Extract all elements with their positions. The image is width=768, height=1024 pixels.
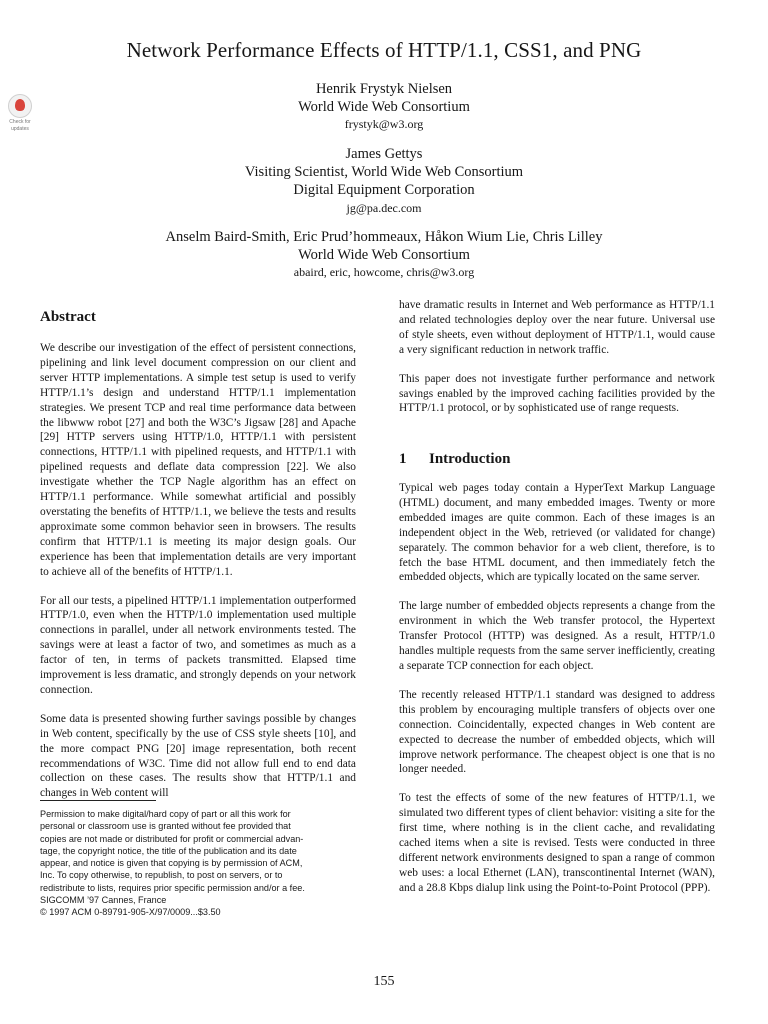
badge-line-1: Check for	[9, 119, 31, 125]
introduction-body	[399, 481, 715, 910]
author-name-1: Henrik Frystyk Nielsen	[315, 81, 453, 97]
abstract-paragraph-1: We describe our investigation of the effect of persistent connections, pipelining and link level document compression on our client and server HTTP implementations. A simple test setup is used to verify HTTP/1.1’s design and understand HTTP/1.1 implementation strategies. We present TCP and real time performance data between the libwww robot [27] and both the W3C’s Jigsaw [28] and Apache [29] HTTP servers using HTTP/1.0, HTTP/1.1 with persistent connections, HTTP/1.1 with pipelined requests, and HTTP/1.1 with pipelined requests and deflate data compression [22]. We also investigate whether the TCP Nagle algorithm has an effect on HTTP/1.1 performance. While somewhat artificial and possibly overstating the benefits of HTTP/1.1, we believe the tests and results approximate some common behavior seen in browsers. The results confirm that HTTP/1.1 is meeting its major design goals. Our experience has been that implementation details are very important to achieve all of the benefits of HTTP/1.1.	[40, 342, 356, 578]
permission-line-7: redistribute to lists, requires prior specific permission and/or a fee.	[40, 882, 305, 893]
author-email-3: abaird, eric, howcome, chris@w3.org	[293, 265, 475, 279]
page-number: 155	[373, 974, 395, 989]
permission-line-3: copies are not made or distributed for profit or commercial advan-	[40, 833, 304, 844]
author-affiliation-2b: Digital Equipment Corporation	[293, 182, 475, 198]
intro-paragraph-4: To test the effects of some of the new features of HTTP/1.1, we simulated two different types of client behavior: visiting a site for the first time, where nothing is in the client cache, and revalidating cached items when a site is revised. Tests were conducted in three different network environments designed to span a range of common web uses: a local Ethernet (LAN), transcontinental Internet (WAN), and a 28.8 Kbps dialup link using the Point-to-Point Protocol (PPP).	[399, 792, 715, 894]
abstract-paragraph-3: Some data is presented showing further savings possible by changes in Web content, specifically by the use of CSS style sheets [10], and the more compact PNG [20] image representation, both recent recommendations of W3C. Time did not allow full end to end data collection on these cases. The results show that HTTP/1.1 and changes in Web content will	[40, 712, 356, 800]
abstract-heading: Abstract	[40, 309, 96, 325]
permission-line-4: tage, the copyright notice, the title of the publication and its date	[40, 845, 297, 856]
intro-paragraph-3: The recently released HTTP/1.1 standard was designed to address this problem by encouraging multiple transfers of objects over one connection. Coincidentally, expected changes in Web content are expected to decrease the number of embedded objects, which will improve network performance. The cheapest object is one that is no longer needed.	[399, 688, 715, 776]
permission-line-5: appear, and notice is given that copying is by permission of ACM,	[40, 858, 303, 869]
abstract-paragraph-2: For all our tests, a pipelined HTTP/1.1 implementation outperformed HTTP/1.0, even when the HTTP/1.0 implementation used multiple connections in parallel, under all network environments tested. The savings were at least a factor of two, and sometimes as much as a factor of ten, in terms of packets transmitted. Elapsed time improvement is less dramatic, and strongly depends on your network connection.	[40, 594, 356, 696]
permission-line-1: Permission to make digital/hard copy of part or all this work for	[40, 809, 291, 819]
permission-line-8: SIGCOMM ’97 Cannes, France	[40, 895, 167, 906]
author-affiliation-2: Visiting Scientist, World Wide Web Consortium	[244, 164, 524, 180]
badge-line-2: updates	[11, 126, 29, 132]
author-affiliation-3: World Wide Web Consortium	[298, 247, 470, 263]
author-email-2: jg@pa.dec.com	[346, 201, 422, 215]
section-title: Introduction	[429, 451, 511, 467]
intro-paragraph-2: The large number of embedded objects represents a change from the environment in which the Web transfer protocol, the Hypertext Transfer Protocol (HTTP) was designed. As a result, HTTP/1.0 handles multiple requests from the same server inefficiently, creating a separate TCP connection for each object.	[399, 600, 715, 672]
abstract-continuation-paragraph-1: have dramatic results in Internet and Web performance as HTTP/1.1 and related technologies deploy over the near future. Universal use of style sheets, even without deployment of HTTP/1.1, would cause a very significant reduction in network traffic.	[399, 299, 715, 356]
author-affiliation-1: World Wide Web Consortium	[298, 99, 470, 115]
author-name-3: Anselm Baird-Smith, Eric Prud’hommeaux, Håkon Wium Lie, Chris Lilley	[165, 229, 603, 245]
section-number: 1	[399, 451, 407, 467]
author-email-1: frystyk@w3.org	[344, 117, 424, 131]
footnote-rule	[40, 800, 156, 801]
abstract-continuation-paragraph-2: This paper does not investigate further performance and network savings enabled by the improved caching facilities provided by the HTTP/1.1 protocol, or by sophisticated use of range requests.	[399, 372, 715, 415]
permission-notice	[40, 808, 362, 919]
intro-paragraph-1: Typical web pages today contain a HyperText Markup Language (HTML) document, and many embedded images. Twenty or more embedded images are quite common. Each of these images is an independent object in the Web, retrieved (or validated for change) separately. The common behavior for a web client, therefore, is to fetch the base HTML document, and then immediately fetch the embedded objects, which are typically located on the same server.	[399, 482, 715, 584]
abstract-body	[40, 341, 356, 815]
permission-line-2: personal or classroom use is granted without fee provided that	[40, 821, 291, 832]
paper-title: Network Performance Effects of HTTP/1.1, CSS1, and PNG	[126, 38, 642, 62]
author-name-2: James Gettys	[345, 146, 423, 162]
introduction-heading	[399, 451, 510, 468]
permission-line-9: © 1997 ACM 0-89791-905-X/97/0009...$3.50	[40, 907, 221, 918]
permission-line-6: Inc. To copy otherwise, to republish, to post on servers, or to	[40, 870, 283, 881]
abstract-continuation	[399, 298, 715, 430]
